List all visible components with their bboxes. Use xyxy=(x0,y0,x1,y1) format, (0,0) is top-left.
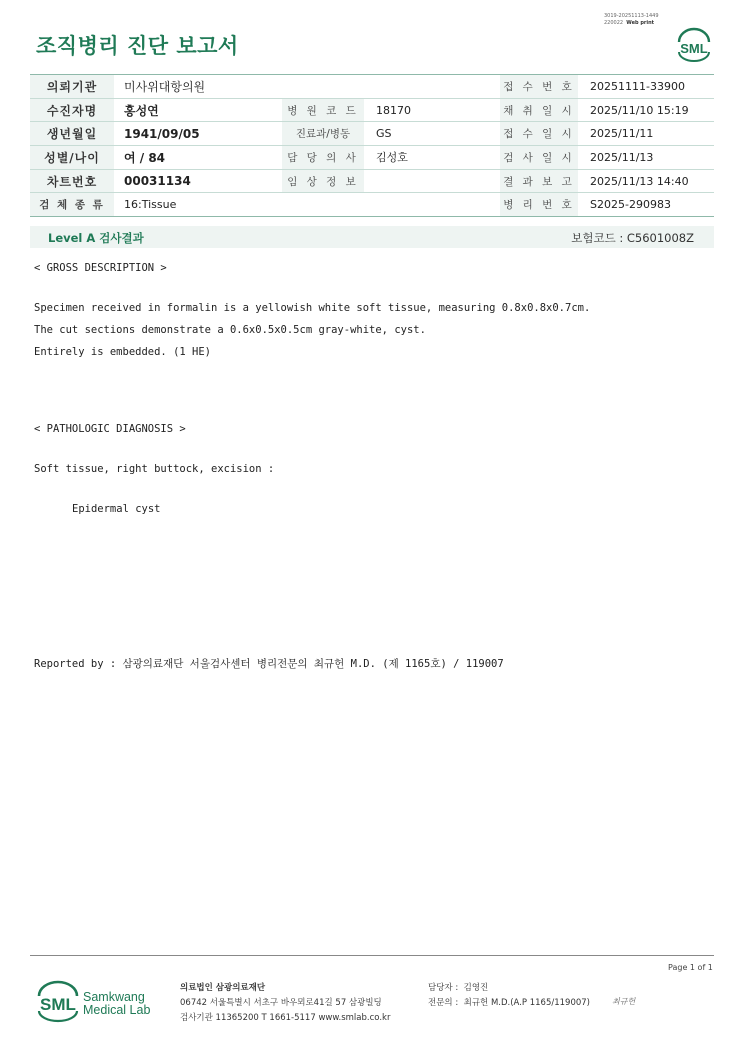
svg-text:SML: SML xyxy=(680,41,708,56)
value-requesting-org: 미사위대항의원 xyxy=(114,75,500,99)
report-title: 조직병리 진단 보고서 xyxy=(36,34,239,58)
result-level-label: Level A 검사결과 xyxy=(48,231,144,245)
info-row xyxy=(30,98,714,122)
web-print-label: Web print xyxy=(626,20,655,26)
label-birth-date: 생년월일 xyxy=(30,122,114,146)
label-doctor: 담 당 의 사 xyxy=(282,146,364,170)
insurance-code: 보험코드 : C5601008Z xyxy=(571,231,694,245)
svg-text:Medical Lab: Medical Lab xyxy=(83,1003,151,1017)
info-row xyxy=(30,169,714,193)
value-receipt-no: 20251111-33900 xyxy=(578,75,714,99)
diagnosis-site: Soft tissue, right buttock, excision : xyxy=(34,463,275,475)
specialist-name: 최규헌 M.D.(A.P 1165/119007) xyxy=(463,998,590,1008)
value-specimen-type: 16:Tissue xyxy=(114,193,500,217)
info-row xyxy=(30,193,714,217)
sml-logo xyxy=(674,26,714,62)
staff-name: 김영진 xyxy=(463,983,489,993)
info-row xyxy=(30,75,714,99)
value-doctor: 김성호 xyxy=(364,146,500,170)
label-department: 진료과/병동 xyxy=(282,122,364,146)
value-receipt-date: 2025/11/11 xyxy=(578,122,714,146)
label-sex-age: 성별/나이 xyxy=(30,146,114,170)
value-birth-date: 1941/09/05 xyxy=(114,122,282,146)
gross-line: Entirely is embedded. (1 HE) xyxy=(34,346,212,358)
specialist-line: 전문의 : 최규헌 M.D.(A.P 1165/119007) xyxy=(428,998,590,1008)
value-collection-date: 2025/11/10 15:19 xyxy=(578,98,714,122)
staff-line: 담당자 : 김영진 xyxy=(428,983,489,993)
label-chart-no: 차트번호 xyxy=(30,169,114,193)
org-address: 06742 서울특별시 서초구 바우뫼로41길 57 삼광빌딩 xyxy=(180,998,382,1008)
gross-header: < GROSS DESCRIPTION > xyxy=(34,262,167,274)
print-code-line2: 220022 Web print xyxy=(604,20,655,26)
value-patient-name: 홍성연 xyxy=(114,98,282,122)
footer-divider xyxy=(30,955,714,956)
label-clinical-info: 임 상 정 보 xyxy=(282,169,364,193)
value-chart-no: 00031134 xyxy=(114,169,282,193)
label-patient-name: 수진자명 xyxy=(30,98,114,122)
diagnosis-result: Epidermal cyst xyxy=(72,503,161,515)
label-hospital-code: 병 원 코 드 xyxy=(282,98,364,122)
value-result-report: 2025/11/13 14:40 xyxy=(578,169,714,193)
value-hospital-code: 18170 xyxy=(364,98,500,122)
footer-staff-block xyxy=(428,981,590,1011)
info-row xyxy=(30,146,714,170)
patient-info-table xyxy=(30,74,714,217)
gross-line: Specimen received in formalin is a yellowish white soft tissue, measuring 0.8x0.8x0.7cm. xyxy=(34,302,591,314)
diagnosis-header: < PATHOLOGIC DIAGNOSIS > xyxy=(34,423,186,435)
svg-text:Samkwang: Samkwang xyxy=(83,990,145,1004)
value-department: GS xyxy=(364,122,500,146)
value-pathology-no: S2025-290983 xyxy=(578,193,714,217)
print-code-line1: 3019-20251113-1449 xyxy=(604,13,659,19)
value-sex-age: 여 / 84 xyxy=(114,146,282,170)
label-specimen-type: 검 체 종 류 xyxy=(30,193,114,217)
info-row xyxy=(30,122,714,146)
label-pathology-no: 병 리 번 호 xyxy=(500,193,578,217)
label-collection-date: 채 취 일 시 xyxy=(500,98,578,122)
label-result-report: 결 과 보 고 xyxy=(500,169,578,193)
org-name: 의료법인 삼광의료재단 xyxy=(180,983,266,993)
page-number: Page 1 of 1 xyxy=(668,963,713,972)
label-requesting-org: 의뢰기관 xyxy=(30,75,114,99)
samkwang-logo xyxy=(36,979,154,1027)
label-test-date: 검 사 일 시 xyxy=(500,146,578,170)
svg-text:SML: SML xyxy=(40,995,76,1014)
value-test-date: 2025/11/13 xyxy=(578,146,714,170)
label-receipt-no: 접 수 번 호 xyxy=(500,75,578,99)
reported-by: Reported by : 삼광의료재단 서울검사센터 병리전문의 최규헌 M.D. (제 1165호) / 119007 xyxy=(34,658,504,670)
footer-address-block xyxy=(180,981,390,1026)
org-contact: 검사기관 11365200 T 1661-5117 www.smlab.co.kr xyxy=(180,1013,391,1023)
value-clinical-info xyxy=(364,169,500,193)
signature: 최규헌 xyxy=(612,997,636,1006)
print-code xyxy=(604,13,659,27)
label-receipt-date: 접 수 일 시 xyxy=(500,122,578,146)
gross-line: The cut sections demonstrate a 0.6x0.5x0.5cm gray-white, cyst. xyxy=(34,324,426,336)
result-bar xyxy=(30,226,714,248)
